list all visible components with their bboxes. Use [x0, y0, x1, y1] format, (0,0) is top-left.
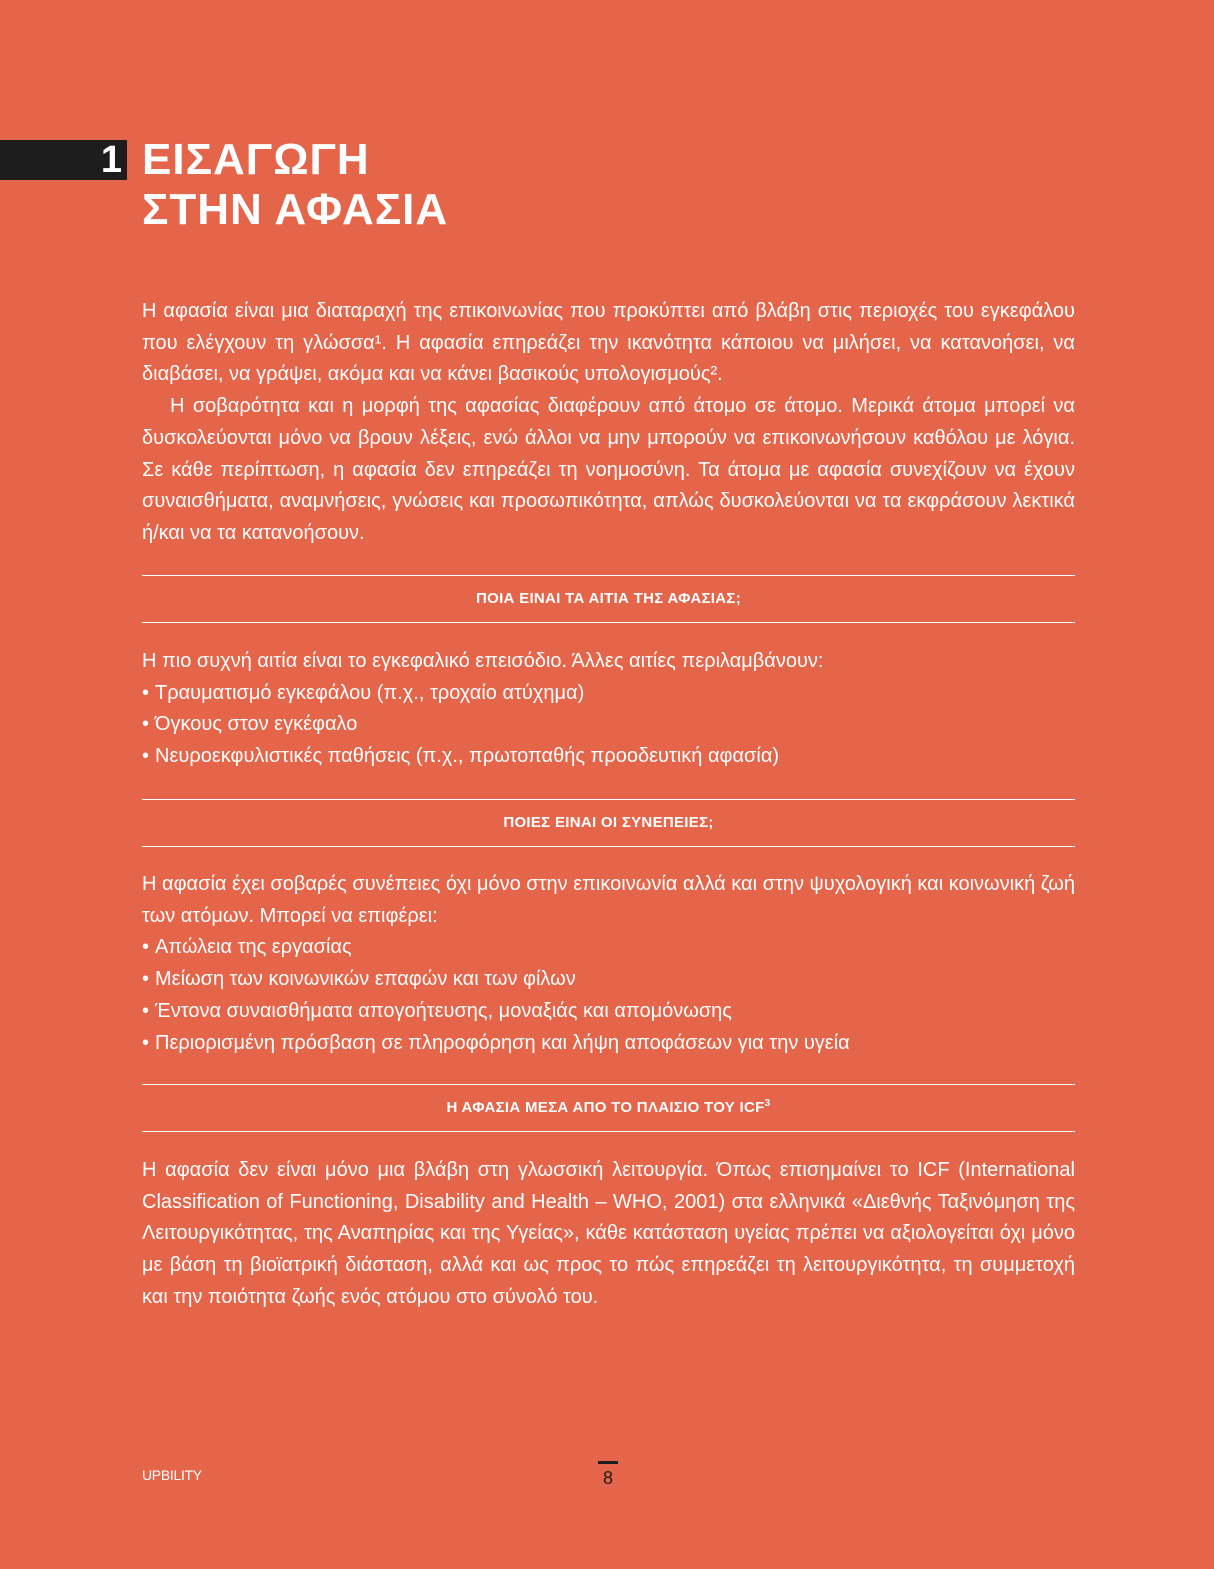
section-heading-consequences: ΠΟΙΕΣ ΕΙΝΑΙ ΟΙ ΣΥΝΕΠΕΙΕΣ; — [142, 799, 1075, 847]
chapter-title — [142, 135, 448, 235]
list-item: • Έντονα συναισθήματα απογοήτευσης, μοναξιάς και απομόνωσης — [142, 996, 1075, 1028]
intro-paragraph-2: Η σοβαρότητα και η μορφή της αφασίας διαφέρουν από άτομο σε άτομο. Μερικά άτομα μπορεί να δυσκολεύονται μόνο να βρουν λέξεις, ενώ άλλοι να μην μπορούν να επικοινωνήσουν καθόλου με λόγια. Σε κάθε περίπτωση, η αφασία δεν επηρεάζει τη νοημοσύνη. Τα άτομα με αφασία συνεχίζουν να έχουν συναισθήματα, αναμνήσεις, γνώσεις και προσωπικότητα, απλώς δυσκολεύονται να τα εκφράσουν λεκτικά ή/και να τα κατανοήσουν. — [142, 395, 1075, 544]
consequences-list — [142, 932, 1075, 1059]
page-number: 8 — [602, 1468, 613, 1488]
page-number-dash — [598, 1461, 618, 1464]
list-item: • Μείωση των κοινωνικών επαφών και των φίλων — [142, 964, 1075, 996]
intro-block — [142, 296, 1075, 550]
consequences-lead: Η αφασία έχει σοβαρές συνέπειες όχι μόνο στην επικοινωνία αλλά και στην ψυχολογική και κοινωνική ζωή των ατόμων. Μπορεί να επιφέρει: — [142, 873, 1075, 927]
chapter-number: 1 — [100, 139, 122, 181]
chapter-title-line1: ΕΙΣΑΓΩΓΗ — [142, 135, 370, 184]
section-heading-icf — [142, 1084, 1075, 1132]
list-item: • Περιορισμένη πρόσβαση σε πληροφόρηση και λήψη αποφάσεων για την υγεία — [142, 1028, 1075, 1060]
section-heading-causes: ΠΟΙΑ ΕΙΝΑΙ ΤΑ ΑΙΤΙΑ ΤΗΣ ΑΦΑΣΙΑΣ; — [142, 575, 1075, 623]
chapter-title-line2: ΣΤΗΝ ΑΦΑΣΙΑ — [142, 185, 449, 234]
icf-block — [142, 1155, 1075, 1314]
causes-list — [142, 678, 1075, 773]
footnote-marker: 3 — [764, 1098, 771, 1109]
consequences-block — [142, 869, 1075, 1059]
list-item: • Απώλεια της εργασίας — [142, 932, 1075, 964]
causes-lead: Η πιο συχνή αιτία είναι το εγκεφαλικό επεισόδιο. Άλλες αιτίες περιλαμβάνουν: — [142, 650, 824, 672]
section-heading-icf-text: Η ΑΦΑΣΙΑ ΜΕΣΑ ΑΠΟ ΤΟ ΠΛΑΙΣΙΟ ΤΟΥ ICF — [446, 1099, 765, 1116]
intro-paragraph-1: Η αφασία είναι μια διαταραχή της επικοινωνίας που προκύπτει από βλάβη στις περιοχές του εγκεφάλου που ελέγχουν τη γλώσσα¹. Η αφασία επηρεάζει την ικανότητα κάποιου να μιλήσει, να κατανοήσει, να διαβάσει, να γράψει, ακόμα και να κάνει βασικούς υπολογισμούς². — [142, 300, 1075, 386]
causes-block — [142, 646, 1075, 773]
list-item: • Τραυματισμό εγκεφάλου (π.χ., τροχαίο ατύχημα) — [142, 678, 1075, 710]
footer-brand: UPBILITY — [142, 1467, 202, 1483]
list-item: • Όγκους στον εγκέφαλο — [142, 709, 1075, 741]
list-item: • Νευροεκφυλιστικές παθήσεις (π.χ., πρωτοπαθής προοδευτική αφασία) — [142, 741, 1075, 773]
icf-paragraph: Η αφασία δεν είναι μόνο μια βλάβη στη γλωσσική λειτουργία. Όπως επισημαίνει το ICF (International Classification of Functioning, Disability and Health – WHO, 2001) στα ελληνικά «Διεθνής Ταξινόμηση της Λειτουργικότητας, της Αναπηρίας και της Υγείας», κάθε κατάσταση υγείας πρέπει να αξιολογείται όχι μόνο με βάση τη βιοϊατρική διάσταση, αλλά και ως προς το πώς επηρεάζει τη λειτουργικότητα, τη συμμετοχή και την ποιότητα ζωής ενός ατόμου στο σύνολό του. — [142, 1159, 1075, 1308]
